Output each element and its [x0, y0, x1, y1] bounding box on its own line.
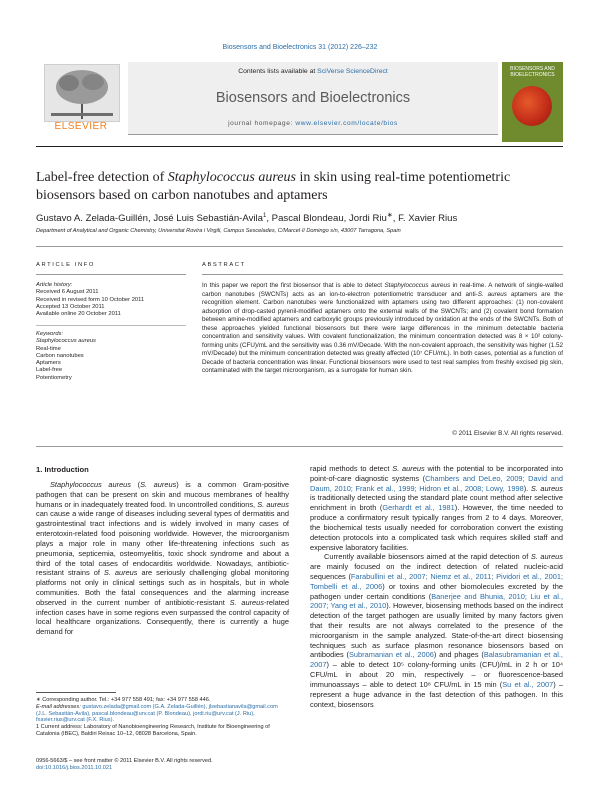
author-note-1[interactable]: 1: [263, 213, 267, 219]
reference-link[interactable]: Balasubramanian et al., 2007: [310, 650, 563, 670]
txt: ).: [523, 483, 531, 493]
abstract-end-rule: [36, 446, 563, 447]
keyword-item: Real-time: [36, 345, 61, 352]
txt: ) – represent a huge advance in the fast detection of this pathogen. In this context, biosensors: [310, 679, 564, 709]
article-title: [36, 169, 563, 204]
keyword-item: Carbon nanotubes: [36, 352, 84, 359]
txt: ). However, the time needed to produce a confirmatory result typically ranges from 2 to 4 days. Moreover, the biochemical tests usually needed for corroboration convert the existing detection protocols into a complicated task which requires skilled staff and expensive laboratory facilities.: [310, 503, 564, 552]
abstract-seg: aptamers are the recognition element. Carbon nanotubes were functionalized with aptamers using two different approaches: (1) non-covalent adsorption of drop-casted pyrenil-modified aptamers onto the external walls of the SWCNTs; and (2) covalent bond formation between amine-modified aptamers and carboxylic groups previously introduced by oxidation at the ends of the SWCNTs. Both of these approaches yielded functional biosensors but there were large differences in the minimum detectable bacteria concentration and sensitivity values. With covalent functionalization, the minimum concentration detected was 8 × 10² colony-forming units (CFU)/mL and the sensitivity was 0.36 mV/Decade. With the non-covalent approach, the sensitivity was higher (1.52 mV/Decade) but the minimum concentration detected was greatly affected (10⁷ CFU/mL). In both cases, potential as a function of Decade of bacteria concentration was linear. Functional biosensors were used to test real samples from freshly excised pig skin, contaminated with the target microorganism, as a surrogate for human skin.: [202, 290, 563, 375]
corresponding-author-mark[interactable]: ∗: [386, 212, 393, 219]
homepage-link[interactable]: www.elsevier.com/locate/bios: [295, 120, 398, 127]
header-rule: [36, 146, 563, 147]
keyword-item: Label-free: [36, 367, 63, 374]
info-divider: [36, 325, 186, 326]
keywords: [36, 331, 186, 382]
history-accepted: Accepted 13 October 2011: [36, 303, 105, 310]
txt: S. aureus: [229, 597, 264, 607]
txt: ) is a common Gram-positive pathogen that can be present on skin and mucous membranes of healthy humans or in inadequately treated food. In uncontrolled conditions,: [36, 480, 289, 509]
reference-link[interactable]: Gerhardt et al., 1981: [382, 503, 455, 513]
right-column: [310, 464, 563, 709]
reference-link[interactable]: Su et al., 2007: [502, 679, 554, 689]
intro-paragraph: [310, 552, 563, 709]
doi-link[interactable]: doi:10.1016/j.bios.2011.10.021: [36, 765, 113, 772]
elsevier-tree-icon: [44, 64, 120, 122]
cover-graphic-icon: [512, 86, 552, 126]
affiliation: Department of Analytical and Organic Chemistry, Universitat Rovira i Virgili, Campus Sescelades, C/Marcel·lí Domingo s/n, 43007 Tarragona, Spain: [36, 228, 401, 234]
txt: with the potential to be incorporated into point-of-care diagnostic systems (: [310, 464, 564, 483]
txt: S. aureus: [392, 464, 425, 473]
txt: rapid methods to detect: [310, 464, 393, 473]
email-label: E-mail addresses:: [36, 703, 81, 710]
txt: are mainly focused on the indirect detection of related nucleic-acid sequences (: [310, 562, 563, 581]
bottom-info: [36, 758, 289, 772]
author-list: [36, 210, 563, 225]
article-info-rule: [36, 274, 186, 275]
authors-b: , Pascal Blondeau, Jordi Riu: [266, 213, 387, 225]
title-part1: Label-free detection of: [36, 170, 168, 185]
elsevier-wordmark: ELSEVIER: [54, 121, 108, 132]
txt: (: [130, 480, 141, 489]
txt: ) or toxins and other biomolecules excreted by the pathogen under certain conditions (: [310, 581, 563, 601]
footnotes: [36, 697, 289, 738]
contents-prefix: Contents lists available at: [238, 68, 318, 75]
txt: are seriously challenging global monitoring platforms not only in clinical settings such as in hospitals, but in whole communities. Both the fatal consequences and the alarming increase observed in the current number of antibiotic-resistant: [36, 568, 289, 607]
masthead-center: [128, 62, 498, 135]
reference-link[interactable]: Banerjee and Bhunia, 2010; Liu et al., 2007; Yang et al., 2010: [310, 591, 563, 611]
homepage-prefix: journal homepage:: [228, 120, 296, 127]
abstract-seg: Staphylococcus aureus: [384, 282, 451, 289]
masthead: [36, 62, 563, 142]
keyword-item: Potentiometry: [36, 374, 72, 381]
txt: is traditionally detected using the standard plate count method after selective enrichment in broth (: [310, 493, 563, 513]
txt: S. aureus: [103, 568, 138, 578]
abstract-heading: ABSTRACT: [202, 262, 246, 268]
homepage-line: [128, 120, 498, 127]
cover-title: BIOSENSORS AND BIOELECTRONICS: [510, 66, 555, 78]
keywords-label: Keywords:: [36, 331, 64, 337]
txt: can cause a wide range of diseases including several types of dermatitis and gastrointestinal tract infections and is widely involved in many cases of enterotoxin-related food poisoning worldwide. However, the microorganism plays a major role in many other life-threatening infections such as pneumonia, septicemia, osteomyelitis, toxic shock syndrome and about a third of the total cases of endocarditis worldwide. Nowadays, antibiotic-resistant strains of: [36, 509, 289, 578]
reference-link[interactable]: Farabullini et al., 2007; Niemz et al., 2011; Pividori et al., 2001; Tombelli et al., 2006: [310, 571, 563, 591]
abstract-text: [202, 282, 563, 376]
intro-paragraph: [36, 480, 289, 637]
txt: ) and phages (: [433, 650, 484, 660]
history-label: Article history:: [36, 282, 73, 288]
authors-a: Gustavo A. Zelada-Guillén, José Luis Sebastián-Avila: [36, 213, 263, 225]
txt: S. aureus: [530, 483, 563, 493]
issn-line: 0956-5663/$ – see front matter © 2011 Elsevier B.V. All rights reserved.: [36, 758, 213, 764]
txt: Currently available biosensors aimed at the rapid detection of: [324, 552, 531, 562]
keyword-item: Aptamers: [36, 360, 61, 367]
txt: -related infection cases have in some regions even surpassed the control capacity of local healthcare organizations. Consequently, there is currently a huge demand for: [36, 597, 290, 637]
copyright: © 2011 Elsevier B.V. All rights reserved.: [452, 430, 563, 437]
article-info-heading: ARTICLE INFO: [36, 262, 96, 268]
footnote-rule: [36, 692, 116, 693]
intro-paragraph: [310, 464, 563, 552]
email-note: [36, 704, 289, 724]
txt: ) – able to detect 10⁵ colony-forming units (CFU)/mL in 2 h or 10⁴ CFU/mL in about 20 min, respectively – or fluorescence-based immunoassays – able to detect 10⁸ CFU/mL in 15 min (: [310, 660, 563, 689]
publisher-logo[interactable]: [36, 62, 126, 142]
left-column: [36, 480, 289, 637]
authors-c: , F. Xavier Rius: [392, 213, 458, 225]
abstract-rule: [202, 274, 563, 275]
history-revised: Received in revised form 10 October 2011: [36, 296, 145, 303]
abstract-seg: S. aureus: [477, 290, 507, 298]
reference-link[interactable]: Chambers and DeLeo, 2009; David and Daum, 2010; Frank et al., 1999; Hidron et al., 2008; Lowy, 1998: [310, 473, 563, 493]
txt: S. aureus: [140, 480, 177, 489]
affil-rule: [36, 246, 563, 247]
section-heading-introduction: 1. Introduction: [36, 465, 89, 474]
current-address-note: 1 Current address: Laboratory of Nanobioengineering Research, Institute for Bioengineering of Catalonia (IBEC), Baldiri Reixac 10–12, 08028 Barcelona, Spain.: [36, 724, 270, 737]
title-part2: in skin using real-time potentiometric biosensors based on carbon nanotubes and aptamers: [36, 170, 511, 203]
txt: S. aureus: [257, 499, 289, 509]
journal-title: Biosensors and Bioelectronics: [215, 90, 411, 106]
corresponding-author-note: ∗ Corresponding author. Tel.: +34 977 558 491; fax: +34 977 558 446.: [36, 697, 211, 703]
journal-cover-image[interactable]: [502, 62, 563, 142]
txt: Staphylococcus aureus: [50, 480, 131, 489]
txt: S. aureus: [530, 552, 563, 562]
history-received: Received 6 August 2011: [36, 289, 99, 296]
article-history: [36, 282, 186, 318]
title-italic: Staphylococcus aureus: [167, 170, 296, 185]
abstract-seg: In this paper we report the first biosensor that is able to detect: [202, 282, 385, 289]
history-online: Available online 20 October 2011: [36, 311, 121, 318]
contents-line: [128, 68, 498, 75]
email-links[interactable]: gustavo.zelada@gmail.com (G.A. Zelada-Guillén), jlsebastianavila@gmail.com (J.L. Sebastián-Avila), pascal.blondeau@urv.cat (P. Blondeau), jordi.riu@urv.cat (J. Riu), fxavier.rius@urv.cat (F.X. Rius).: [36, 703, 278, 724]
journal-citation[interactable]: Biosensors and Bioelectronics 31 (2012) 226–232: [222, 44, 378, 51]
reference-link[interactable]: Subramanian et al., 2006: [348, 650, 434, 660]
keyword-item: Staphylococcus aureus: [36, 338, 96, 345]
txt: ). However, biosensing methods based on the indirect detection of the target pathogen are usually limited by many factors given that their results are not always correlated to the presence of the microorganism in the sample analyzed. State-of-the-art direct biosensing techniques such as surface plasmon resonance biosensors based on antibodies (: [310, 601, 563, 660]
abstract-seg: in real-time. A network of single-walled carbon nanotubes (SWCNTs) acts as an ion-to-electron potentiometric transducer and anti-: [202, 282, 563, 298]
sciencedirect-link[interactable]: SciVerse ScienceDirect: [317, 68, 388, 75]
